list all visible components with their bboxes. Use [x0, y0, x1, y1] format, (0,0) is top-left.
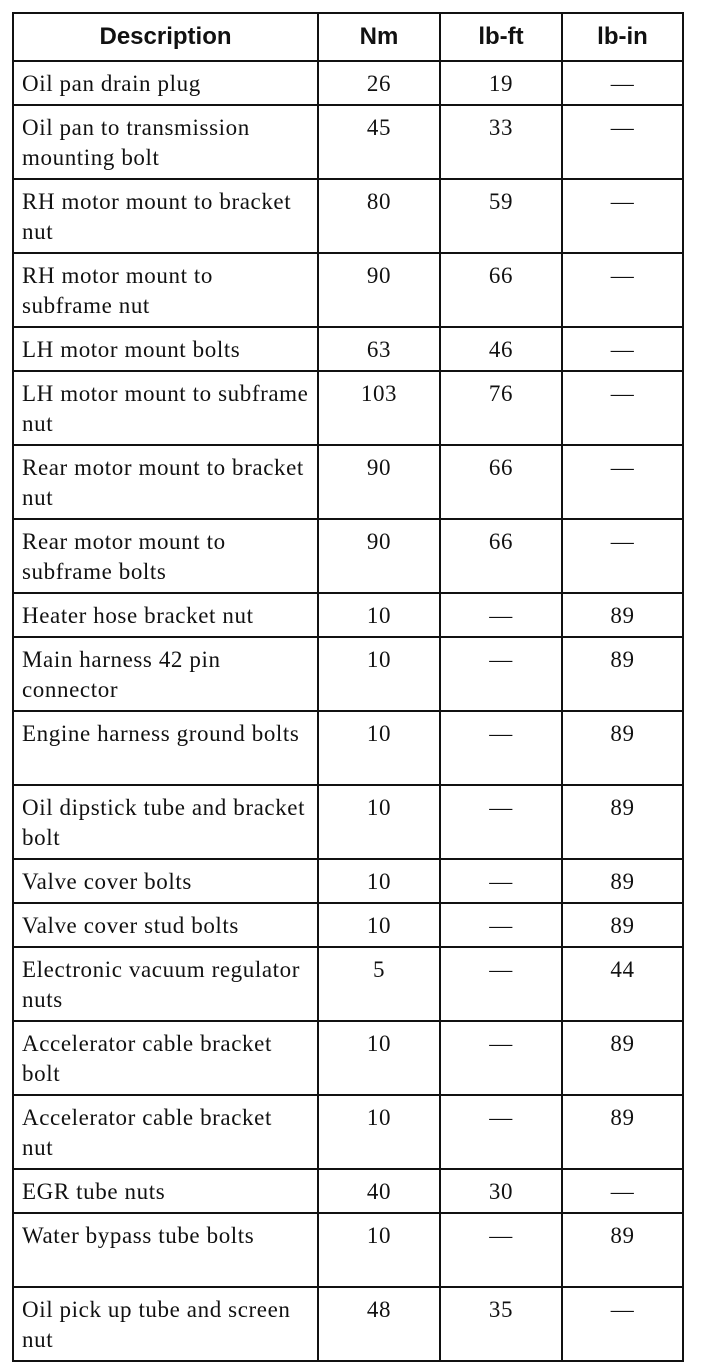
cell-lbft: — [440, 1021, 562, 1095]
header-lbft: lb-ft [440, 13, 562, 61]
cell-lbft: — [440, 947, 562, 1021]
cell-nm: 26 [318, 61, 440, 105]
cell-lbin: — [562, 253, 683, 327]
table-row [13, 859, 683, 903]
table-row [13, 371, 683, 445]
cell-lbft: — [440, 593, 562, 637]
cell-description: Engine harness ground bolts [13, 711, 318, 785]
cell-description: Accelerator cable bracket bolt [13, 1021, 318, 1095]
cell-nm: 103 [318, 371, 440, 445]
cell-lbft: 66 [440, 519, 562, 593]
cell-nm: 10 [318, 711, 440, 785]
cell-nm: 80 [318, 179, 440, 253]
cell-lbft: — [440, 785, 562, 859]
cell-description: Heater hose bracket nut [13, 593, 318, 637]
cell-description: Main harness 42 pin connector [13, 637, 318, 711]
cell-lbft: — [440, 1095, 562, 1169]
table-row [13, 253, 683, 327]
cell-lbin: — [562, 327, 683, 371]
cell-lbin: 89 [562, 1213, 683, 1287]
table-row [13, 445, 683, 519]
cell-description: Rear motor mount to bracket nut [13, 445, 318, 519]
cell-description: EGR tube nuts [13, 1169, 318, 1213]
cell-lbft: 35 [440, 1287, 562, 1361]
table-row [13, 1169, 683, 1213]
cell-lbin: 89 [562, 1021, 683, 1095]
cell-description: LH motor mount to subframe nut [13, 371, 318, 445]
cell-description: RH motor mount to bracket nut [13, 179, 318, 253]
cell-lbin: — [562, 371, 683, 445]
cell-nm: 10 [318, 1213, 440, 1287]
table-row [13, 1095, 683, 1169]
cell-lbft: 46 [440, 327, 562, 371]
cell-lbft: — [440, 903, 562, 947]
cell-description: Accelerator cable bracket nut [13, 1095, 318, 1169]
table-row [13, 947, 683, 1021]
cell-lbft: — [440, 1213, 562, 1287]
cell-lbin: — [562, 61, 683, 105]
cell-lbin: 89 [562, 859, 683, 903]
table-row [13, 61, 683, 105]
cell-lbft: 19 [440, 61, 562, 105]
cell-nm: 90 [318, 445, 440, 519]
cell-lbin: — [562, 179, 683, 253]
table-row [13, 1021, 683, 1095]
cell-description: LH motor mount bolts [13, 327, 318, 371]
cell-description: Valve cover stud bolts [13, 903, 318, 947]
cell-nm: 63 [318, 327, 440, 371]
table-row [13, 519, 683, 593]
cell-lbft: — [440, 711, 562, 785]
cell-nm: 10 [318, 785, 440, 859]
cell-lbin: — [562, 1287, 683, 1361]
table-row [13, 105, 683, 179]
table-row [13, 637, 683, 711]
cell-lbft: — [440, 859, 562, 903]
table-row [13, 1213, 683, 1287]
cell-description: Valve cover bolts [13, 859, 318, 903]
cell-lbin: 89 [562, 903, 683, 947]
table-row [13, 785, 683, 859]
header-nm: Nm [318, 13, 440, 61]
table-row [13, 903, 683, 947]
cell-description: Rear motor mount to subframe bolts [13, 519, 318, 593]
cell-lbft: 59 [440, 179, 562, 253]
cell-lbin: 89 [562, 711, 683, 785]
cell-nm: 90 [318, 253, 440, 327]
cell-nm: 45 [318, 105, 440, 179]
cell-nm: 10 [318, 859, 440, 903]
cell-nm: 10 [318, 637, 440, 711]
cell-nm: 90 [318, 519, 440, 593]
cell-lbin: — [562, 519, 683, 593]
table-row [13, 327, 683, 371]
cell-lbin: 89 [562, 1095, 683, 1169]
cell-lbin: — [562, 105, 683, 179]
cell-lbin: 89 [562, 637, 683, 711]
cell-nm: 48 [318, 1287, 440, 1361]
cell-description: Oil dipstick tube and bracket bolt [13, 785, 318, 859]
cell-nm: 5 [318, 947, 440, 1021]
cell-nm: 40 [318, 1169, 440, 1213]
cell-lbin: — [562, 445, 683, 519]
cell-description: RH motor mount to subframe nut [13, 253, 318, 327]
cell-lbft: 33 [440, 105, 562, 179]
cell-lbin: 89 [562, 785, 683, 859]
header-description: Description [13, 13, 318, 61]
cell-description: Oil pan to transmission mounting bolt [13, 105, 318, 179]
cell-nm: 10 [318, 1095, 440, 1169]
table-row [13, 711, 683, 785]
cell-nm: 10 [318, 1021, 440, 1095]
cell-lbft: 66 [440, 253, 562, 327]
header-row [13, 13, 683, 61]
cell-description: Water bypass tube bolts [13, 1213, 318, 1287]
cell-lbft: 76 [440, 371, 562, 445]
cell-nm: 10 [318, 903, 440, 947]
table-row [13, 1287, 683, 1361]
cell-nm: 10 [318, 593, 440, 637]
cell-lbin: 44 [562, 947, 683, 1021]
cell-lbft: — [440, 637, 562, 711]
cell-description: Oil pan drain plug [13, 61, 318, 105]
table-row [13, 179, 683, 253]
cell-lbft: 30 [440, 1169, 562, 1213]
cell-lbin: — [562, 1169, 683, 1213]
cell-description: Electronic vacuum regulator nuts [13, 947, 318, 1021]
torque-spec-table [12, 12, 684, 1362]
header-lbin: lb-in [562, 13, 683, 61]
cell-description: Oil pick up tube and screen nut [13, 1287, 318, 1361]
cell-lbft: 66 [440, 445, 562, 519]
cell-lbin: 89 [562, 593, 683, 637]
table-row [13, 593, 683, 637]
